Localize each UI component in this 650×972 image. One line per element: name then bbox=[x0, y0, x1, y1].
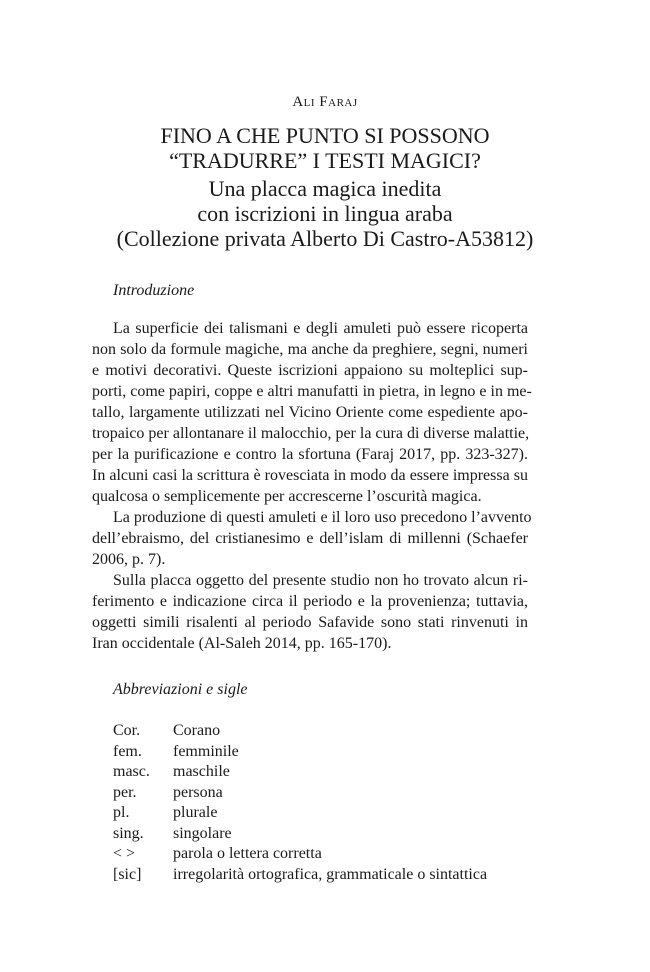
abbreviation-row bbox=[113, 762, 487, 783]
text-line: 2006, p. 7). bbox=[92, 551, 166, 568]
abbreviation-row bbox=[113, 865, 487, 886]
author-name: Ali Faraj bbox=[292, 94, 358, 110]
text-line: e motivi decorativi. Queste iscrizioni appaiono su molteplici sup- bbox=[92, 362, 528, 379]
text-line: ferimento e indicazione circa il periodo e la provenienza; tuttavia, bbox=[92, 593, 528, 610]
abbreviation-row bbox=[113, 742, 487, 763]
subtitle-line: con iscrizioni in lingua araba bbox=[197, 201, 453, 226]
abbreviation-meaning: plurale bbox=[173, 804, 218, 821]
text-line: tropaico per allontanare il malocchio, per la cura di diverse malattie, bbox=[92, 425, 530, 442]
text-line: dell’ebraismo, del cristianesimo e dell’islam di millenni (Schaefer bbox=[92, 530, 528, 547]
subtitle-line: (Collezione privata Alberto Di Castro-A53812) bbox=[116, 226, 534, 251]
abbreviation: fem. bbox=[113, 742, 142, 760]
text-line: non solo da formule magiche, ma anche da preghiere, segni, numeri bbox=[92, 341, 528, 358]
abbreviation-meaning: femminile bbox=[173, 742, 239, 760]
abbreviations-heading: Abbreviazioni e sigle bbox=[113, 681, 248, 698]
abbreviation-meaning: maschile bbox=[173, 763, 230, 780]
article-title bbox=[0, 123, 650, 173]
text-line: Sulla placca oggetto del presente studio non ho trovato alcun ri- bbox=[113, 572, 528, 589]
abbreviation-row bbox=[113, 824, 487, 845]
abbreviation: masc. bbox=[113, 763, 150, 780]
text-line: In alcuni casi la scrittura è rovesciata in modo da essere impressa su bbox=[92, 467, 528, 484]
abbreviation: pl. bbox=[113, 804, 130, 821]
abbreviation-meaning: Corano bbox=[173, 722, 221, 739]
text-line: La superficie dei talismani e degli amuleti può essere ricoperta bbox=[113, 320, 528, 337]
abbreviation-row bbox=[113, 721, 487, 742]
abbreviation-meaning: persona bbox=[173, 783, 223, 801]
abbreviation: Cor. bbox=[113, 722, 141, 739]
text-line: oggetti simili risalenti al periodo Safavide sono stati rinvenuti in bbox=[92, 614, 528, 631]
abbreviation: < > bbox=[113, 845, 136, 862]
abbreviation-meaning: parola o lettera corretta bbox=[173, 845, 322, 862]
abbreviation-row bbox=[113, 803, 487, 824]
abbreviation-meaning: irregolarità ortografica, grammaticale o sintattica bbox=[173, 865, 488, 883]
article-subtitle bbox=[0, 176, 650, 251]
introduction-body bbox=[92, 318, 532, 654]
text-line: per la purificazione e contro la sfortuna (Faraj 2017, pp. 323-327). bbox=[92, 446, 528, 463]
abbreviation-row bbox=[113, 844, 487, 865]
abbreviation: sing. bbox=[113, 824, 144, 842]
introduction-heading: Introduzione bbox=[113, 282, 195, 299]
abbreviation-meaning: singolare bbox=[173, 824, 232, 842]
abbreviation: [sic] bbox=[113, 865, 142, 883]
title-line: “TRADURRE” I TESTI MAGICI? bbox=[169, 148, 481, 173]
text-line: La produzione di questi amuleti e il loro uso precedono l’avvento bbox=[113, 509, 532, 526]
title-line: FINO A CHE PUNTO SI POSSONO bbox=[160, 123, 490, 148]
text-line: tallo, largamente utilizzati nel Vicino Oriente come espediente apo- bbox=[92, 404, 528, 421]
abbreviations-list bbox=[113, 721, 487, 885]
text-line: Iran occidentale (Al-Saleh 2014, pp. 165-170). bbox=[92, 635, 392, 652]
subtitle-line: Una placca magica inedita bbox=[208, 176, 442, 201]
abbreviation: per. bbox=[113, 783, 137, 801]
abbreviation-row bbox=[113, 783, 487, 804]
text-line: porti, come papiri, coppe e altri manufatti in pietra, in legno e in me- bbox=[92, 383, 532, 400]
text-line: qualcosa o semplicemente per accrescerne l’oscurità magica. bbox=[92, 488, 482, 505]
